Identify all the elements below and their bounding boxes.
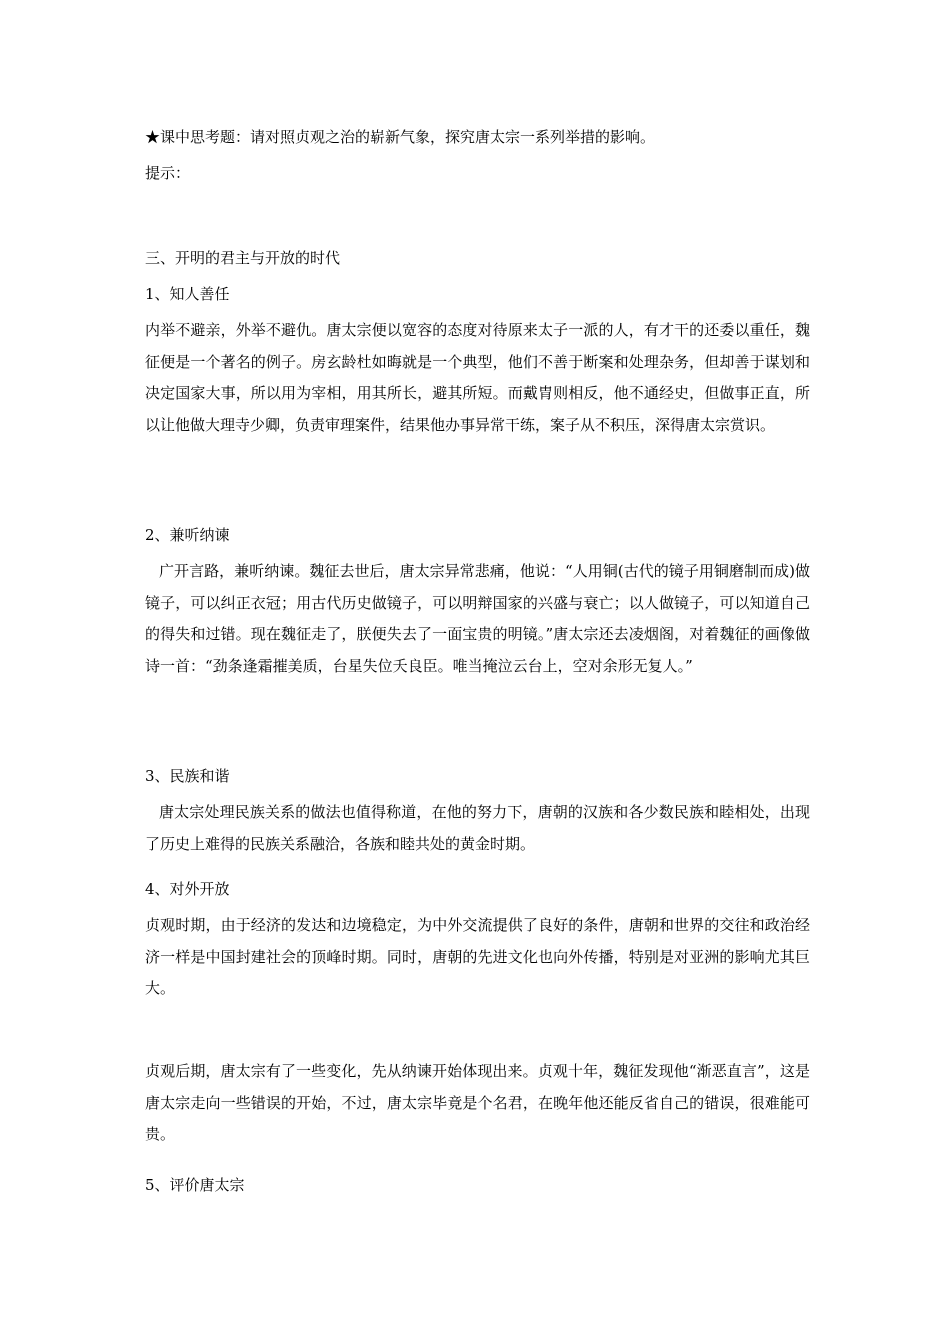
hint-label: 提示： <box>145 164 191 182</box>
thinking-question: ★课中思考题：请对照贞观之治的崭新气象，探究唐太宗一系列举措的影响。 <box>145 128 656 146</box>
section-3-title: 三、开明的君主与开放的时代 <box>145 249 341 267</box>
subsection-2-body: 广开言路，兼听纳谏。魏征去世后，唐太宗异常悲痛，他说：“人用铜(古代的镜子用铜磨制而成)做镜子，可以纠正衣冠；用古代历史做镜子，可以明辩国家的兴盛与衰亡；以人做镜子，可以知道自己的得失和过错。现在魏征走了，朕便失去了一面宝贵的明镜。”唐太宗还去凌烟阁，对着魏征的画像做诗一首：“劲条逢霜摧美质，台星失位夭良臣。唯当掩泣云台上，空对余形无复人。” <box>145 562 810 675</box>
subsection-1-body: 内举不避亲，外举不避仇。唐太宗便以宽容的态度对待原来太子一派的人，有才干的还委以重任，魏征便是一个著名的例子。房玄龄杜如晦就是一个典型，他们不善于断案和处理杂务，但却善于谋划和决定国家大事，所以用为宰相，用其所长，避其所短。而戴胄则相反，他不通经史，但做事正直，所以让他做大理寺少卿，负责审理案件，结果他办事异常干练，案子从不积压，深得唐太宗赏识。 <box>145 321 810 434</box>
subsection-3-title: 3、民族和谐 <box>145 767 230 785</box>
later-period-body: 贞观后期，唐太宗有了一些变化，先从纳谏开始体现出来。贞观十年，魏征发现他“渐恶直言”，这是唐太宗走向一些错误的开始，不过，唐太宗毕竟是个名君，在晚年他还能反省自己的错误，很难能可贵。 <box>145 1062 810 1143</box>
subsection-3-body: 唐太宗处理民族关系的做法也值得称道，在他的努力下，唐朝的汉族和各少数民族和睦相处，出现了历史上难得的民族关系融洽，各族和睦共处的黄金时期。 <box>145 803 810 853</box>
subsection-1-title: 1、知人善任 <box>145 285 230 303</box>
subsection-4-body: 贞观时期，由于经济的发达和边境稳定，为中外交流提供了良好的条件，唐朝和世界的交往和政治经济一样是中国封建社会的顶峰时期。同时，唐朝的先进文化也向外传播，特别是对亚洲的影响尤其巨大。 <box>145 916 810 997</box>
subsection-2-title: 2、兼听纳谏 <box>145 526 230 544</box>
subsection-4-title: 4、对外开放 <box>145 880 230 898</box>
subsection-5-title: 5、评价唐太宗 <box>145 1176 245 1194</box>
